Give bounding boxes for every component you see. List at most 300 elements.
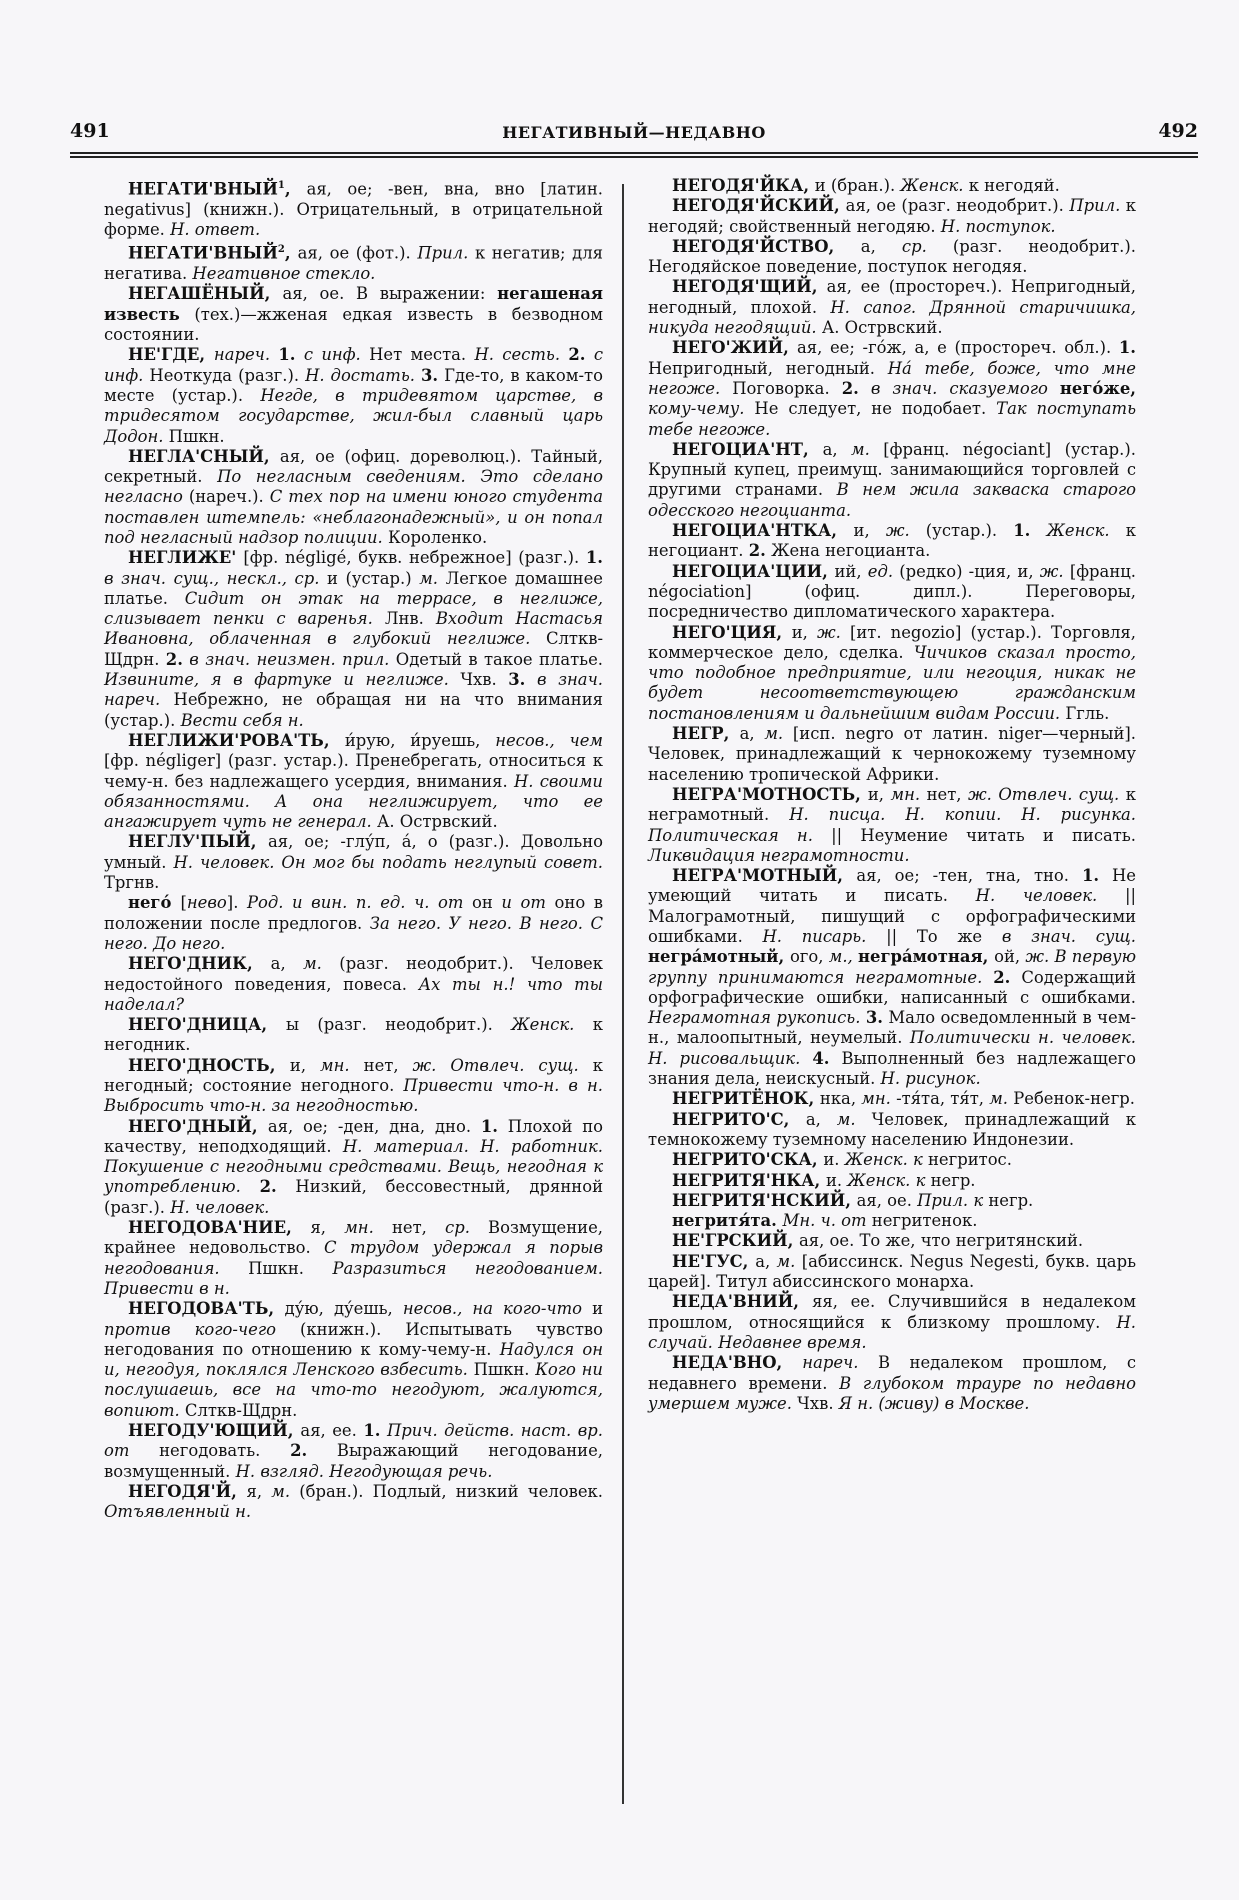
headword-text: 2. [259, 1177, 277, 1197]
headword-text: НЕГОЦИА'НТКА, [672, 521, 854, 541]
italic-text: Прил. к [917, 1190, 984, 1210]
italic-text: Ах ты н.! что ты наделал? [104, 974, 604, 1014]
dictionary-entry [648, 724, 1136, 785]
body-text: Чхв. [448, 670, 509, 690]
body-text: негр. [925, 1170, 976, 1190]
italic-text: мн. [344, 1218, 374, 1238]
dictionary-entry [648, 562, 1136, 623]
dictionary-entry [104, 731, 603, 832]
italic-text: ед. [867, 561, 894, 581]
italic-text: Негде, в тридевятом царстве, в тридесятом государстве, жил-был славный царь Додон. [104, 385, 603, 446]
italic-text: Входит Настасья Ивановна, облаченная в глубокий неглиже. [104, 609, 604, 649]
headword-text: НЕГОДОВА'ТЬ, [128, 1299, 285, 1319]
italic-text: Н. человек. Он мог бы подать неглупый совет. [173, 852, 603, 872]
body-text: ая, ое (офиц. дореволюц.). Тайный, секретный. [104, 446, 603, 487]
headword-text: НЕДА'ВНИЙ, [672, 1292, 813, 1312]
body-text: Низкий, бессовестный, дрянной (разг.). [104, 1177, 604, 1217]
body-text: ду́ю, ду́ешь, [284, 1299, 403, 1319]
body-text: к негодный; состояние негодного. [104, 1055, 603, 1095]
italic-text: нареч. [213, 345, 271, 365]
italic-text: м. [989, 1089, 1008, 1109]
italic-text: Прил. [417, 243, 469, 263]
italic-text: ср. [445, 1218, 470, 1238]
dictionary-entry [104, 954, 603, 1015]
body-text: [ит. negozio] (устар.). Торговля, коммерческое дело, сделка. [648, 622, 1136, 662]
italic-text: нареч. [802, 1353, 859, 1373]
headword-text: НЕГЛА'СНЫЙ, [128, 446, 280, 466]
italic-text: ср. [901, 236, 927, 256]
body-text: Выполненный без надлежащего знания дела, неискусный. [648, 1048, 1136, 1089]
body-text: к негоциант. [648, 521, 1136, 561]
italic-text: против кого-чего [104, 1319, 276, 1339]
body-text: к негодяй; свойственный негодяю. [648, 196, 1136, 236]
dictionary-entry [648, 196, 1136, 237]
body-text [982, 968, 993, 987]
italic-text: В глубоком трауре по недавно умершем муже. [648, 1373, 1136, 1413]
italic-text: С тех пор на имени юного студента поставлен штемпель: «неблагонадежный», и он попал под негласный надзор полиции. [104, 487, 603, 547]
italic-text: Вести себя н. [180, 710, 304, 730]
body-text: ого, [789, 947, 829, 967]
body-text: Возмущение, крайнее недовольство. [104, 1218, 604, 1258]
body-text [525, 670, 537, 689]
headword-text: НЕГО'ДНЫЙ, [128, 1116, 268, 1136]
body-text: (нареч.). [182, 487, 270, 507]
body-text: и́рую, и́руешь, [344, 730, 496, 750]
dictionary-entry [648, 1089, 1136, 1109]
italic-text: Негативное стекло. [192, 264, 376, 284]
body-text: Человек, принадлежащий к темнокожему туземному населению Индонезии. [648, 1109, 1136, 1149]
body-text: Лнв. [372, 609, 436, 629]
headword-text: НЕГРИТЯ'НКА, [672, 1170, 826, 1190]
dictionary-entry [648, 785, 1136, 866]
headword-text: 1. [363, 1421, 381, 1441]
headword-text: НЕГОДОВА'НИЕ, [128, 1218, 311, 1238]
body-text: яя, ее. Случившийся в недалеком прошлом, относящийся к близкому прошлому. [648, 1292, 1136, 1332]
italic-text: Н. случай. Недавнее время. [648, 1312, 1136, 1352]
italic-text: Н. писарь. [762, 926, 867, 946]
headword-text: НЕГОДЯ'ЙКА, [672, 176, 815, 195]
body-text: (книжн.). Испытывать чувство негодования по отношению к кому-чему-н. [104, 1319, 603, 1359]
dictionary-entry [104, 1056, 603, 1117]
body-text: Непригодный, негодный. [648, 358, 888, 378]
italic-text: м. [851, 439, 870, 459]
body-text: и, [853, 521, 886, 541]
headword-text: НЕГЛИЖЕ' [128, 548, 244, 568]
italic-text: Род. и вин. п. ед. ч. от [246, 893, 464, 913]
italic-text: нево [186, 893, 227, 913]
dictionary-entry [648, 338, 1136, 439]
italic-text: ж. В первую группу принимаются неграмотные. [648, 947, 1136, 987]
dictionary-entry [648, 1191, 1136, 1211]
body-text: нка, [819, 1089, 862, 1109]
body-text: А. Острвский. [816, 318, 943, 338]
body-text: || Неумение читать и писать. [812, 825, 1136, 845]
italic-text: и от [501, 893, 546, 913]
body-text: А. Острвский. [371, 812, 498, 832]
italic-text: На́ тебе, боже, что мне негоже. [648, 358, 1136, 398]
body-text: ой, [994, 947, 1026, 967]
italic-text: мн. [861, 1089, 891, 1109]
headword-text: 2. [568, 345, 586, 365]
italic-text: в знач. неизмен. прил. [189, 649, 390, 669]
headword-text: НЕГОЦИА'НТ, [672, 439, 823, 459]
body-text: (разг. неодобрит.). Человек недостойного поведения, повеса. [104, 954, 603, 994]
headword-text: НЕГЛУ'ПЫЙ, [128, 832, 268, 852]
body-text: В недалеком прошлом, с недавнего времени. [648, 1353, 1137, 1393]
body-text: (редко) -ция, и, [893, 561, 1040, 581]
headword-text: НЕГРИТЯ'НСКИЙ, [672, 1190, 857, 1210]
dictionary-entry [648, 1353, 1136, 1414]
italic-text: За него. У него. В него. С него. До него. [104, 913, 603, 953]
headword-text: НЕГОДЯ'ЙСТВО, [672, 236, 861, 256]
body-text: и, [289, 1055, 321, 1075]
italic-text: Так поступать тебе негоже. [648, 399, 1137, 439]
headword-text: 1. [585, 548, 603, 568]
dictionary-entry [648, 1150, 1136, 1170]
italic-text: в знач. сущ. [1001, 926, 1137, 946]
dictionary-entry [104, 1117, 603, 1218]
body-text: ая, ое; -вен, вна, вно [латин. negativus] (книжн.). Отрицательный, в отрицательной форме. [104, 179, 603, 240]
right-page-number: 492 [1158, 120, 1198, 142]
body-text: а, [739, 724, 765, 744]
body-text: Легкое домашнее платье. [104, 568, 603, 608]
body-text: ая, ое; -тен, тна, тно. [856, 866, 1082, 886]
headword-text: 3. [420, 365, 439, 385]
headword-text: 2. [290, 1441, 308, 1461]
headword-text: НЕГРИТО'С, [672, 1109, 806, 1129]
dictionary-entry [104, 832, 603, 893]
italic-text: Женск. [511, 1015, 575, 1035]
homonym-number: 1 [277, 180, 285, 191]
italic-text: несов., чем [495, 730, 604, 750]
body-text: нет, [920, 784, 968, 804]
italic-text: В нем жила закваска старого одесского негоцианта. [648, 480, 1136, 520]
body-text: и. [825, 1170, 848, 1190]
body-text: Жена негоцианта. [765, 541, 931, 561]
italic-text: ж. [885, 521, 910, 541]
body-text: нет, [349, 1055, 413, 1075]
body-text: ая, ое; -глу́п, а́, о (разг.). Довольно умный. [104, 832, 603, 872]
italic-text: м. [776, 1251, 796, 1271]
homonym-number: 2 [277, 244, 285, 256]
headword-text: негритя́та. [672, 1211, 783, 1231]
body-text [859, 379, 871, 398]
italic-text: По негласным сведениям. Это сделано негласно [104, 467, 603, 507]
headword-text: НЕГЛИЖИ'РОВА'ТЬ, [128, 730, 345, 750]
headword-text: НЕГО'ЖИЙ, [672, 338, 797, 358]
italic-text: ж. [1039, 561, 1064, 581]
italic-text: Надулся он и, негодуя, поклялся Ленского взбесить. [104, 1339, 603, 1380]
italic-text: Н. сесть. [474, 345, 561, 365]
italic-text: мн. [890, 784, 921, 804]
body-text: я, [246, 1481, 272, 1501]
headword-text: НЕГО'ДНИК, [128, 954, 271, 974]
body-text: а, [755, 1251, 777, 1271]
body-text: ая, ое; -ден, дна, дно. [267, 1116, 481, 1136]
italic-text: Н. поступок. [940, 216, 1056, 236]
body-text: Слткв-Щдрн. [179, 1400, 298, 1420]
body-text: ая, ее; -го́ж, а, е (простореч. обл.). [796, 338, 1119, 358]
body-text: Ребенок-негр. [1008, 1089, 1135, 1109]
dictionary-entry [104, 176, 603, 240]
headword-text: НЕ'ГУС, [672, 1251, 756, 1271]
italic-text: м., [828, 947, 853, 967]
italic-text: в знач. сущ., нескл., ср. [104, 568, 320, 588]
dictionary-entry [648, 1171, 1136, 1191]
body-text: и, [791, 622, 817, 642]
body-text: ая, ое (фот.). [297, 243, 418, 263]
body-text: Пшкн. [467, 1360, 536, 1380]
italic-text: Женск. к [844, 1150, 923, 1170]
body-text: к негодник. [104, 1015, 603, 1055]
body-text: Поговорка. [720, 378, 842, 398]
italic-text: ж. [816, 622, 841, 642]
left-page-number: 491 [70, 120, 110, 142]
body-text [1030, 521, 1046, 540]
body-text: -тя́та, тя́т, [890, 1089, 990, 1109]
italic-text: кому-чему. [648, 399, 745, 419]
italic-text: Неграмотная рукопись. [648, 1008, 861, 1028]
italic-text: Н. сапог. Дрянной старичишка, никуда негодящий. [648, 297, 1136, 338]
headword-text: НЕГРИТО'СКА, [672, 1150, 824, 1170]
headword-text: НЕГО'ДНОСТЬ, [128, 1055, 290, 1075]
italic-text: несов., на кого-что [402, 1299, 582, 1319]
body-text: [абиссинск. Negus Negesti, букв. царь царей]. Титул абиссинского монарха. [648, 1251, 1136, 1292]
italic-text: м. [303, 954, 322, 974]
body-text: а, [270, 954, 304, 974]
left-column [104, 176, 603, 1523]
body-text: ]. [226, 893, 247, 913]
headword-text: 2. [748, 541, 766, 561]
body-text: (тех.)—жженая едкая известь в безводном состоянии. [104, 304, 603, 345]
italic-text: с инф. [303, 345, 361, 365]
italic-text: Н. взгляд. Негодующая речь. [235, 1461, 493, 1481]
headword-text: НЕГОДЯ'ЙСКИЙ, [672, 196, 846, 216]
dictionary-entry [104, 1482, 603, 1523]
body-text: (разг. неодобрит.). Негодяйское поведение, поступок негодяя. [648, 236, 1136, 277]
dictionary-entry [104, 1015, 603, 1056]
dictionary-entry [104, 893, 603, 954]
italic-text: в знач. нареч. [104, 670, 603, 710]
body-text: Чхв. [791, 1393, 839, 1413]
header-double-rule [70, 152, 1198, 158]
italic-text: Н. человек. [975, 886, 1098, 906]
headword-text: , [284, 179, 307, 199]
italic-text: ж. Отвлеч. сущ. [968, 784, 1120, 804]
headword-text: НЕГО'ДНИЦА, [128, 1015, 286, 1035]
headword-text: НЕГОДЯ'ЩИЙ, [672, 277, 827, 297]
italic-text: Разразиться негодованием. Привести в н. [104, 1258, 603, 1298]
body-text: негритенок. [866, 1211, 978, 1231]
body-text: и (бран.). [814, 176, 901, 195]
headword-text: НЕГАТИ'ВНЫЙ [128, 243, 278, 263]
dictionary-entry [648, 440, 1136, 521]
headword-text: НЕ'ГДЕ, [128, 345, 214, 365]
italic-text: Извините, я в фартуке и неглиже. [104, 670, 449, 690]
headword-text: НЕГРА'МОТНОСТЬ, [672, 784, 868, 804]
dictionary-entry [648, 277, 1136, 338]
italic-text: Сидит он этак на террасе, в неглиже, слизывает пенки с варенья. [104, 588, 603, 629]
body-text: я, [310, 1218, 345, 1238]
body-text: [исп. negro от латин. niger—черный]. Человек, принадлежащий к чернокожему туземному населению тропической Африки. [648, 724, 1136, 784]
headword-text: НЕГО'ЦИЯ, [672, 622, 792, 642]
body-text: ы (разг. неодобрит.). [285, 1015, 512, 1035]
body-text: Выражающий негодование, возмущенный. [104, 1441, 603, 1481]
italic-text: Мн. ч. от [782, 1211, 867, 1231]
headword-text: НЕГРА'МОТНЫЙ, [672, 866, 857, 886]
body-text: Нет места. [360, 345, 475, 365]
body-text: а, [805, 1109, 837, 1129]
body-text: и [582, 1299, 603, 1319]
body-text: ая, ое (разг. неодобрит.). [845, 196, 1070, 216]
italic-text: Женск. [900, 176, 964, 195]
headword-text: 1. [1013, 521, 1031, 541]
dictionary-entry [104, 1218, 603, 1299]
body-text: Содержащий орфографические ошибки, написанный с ошибками. [648, 967, 1136, 1007]
body-text: || То же [866, 926, 1002, 946]
dictionary-entry [104, 345, 603, 446]
dictionary-entry [104, 284, 603, 345]
body-text [296, 345, 304, 364]
italic-text: м. [836, 1109, 856, 1129]
body-text: негодовать. [129, 1441, 291, 1461]
body-text: Пшкн. [163, 426, 225, 446]
headword-text: НЕДА'ВНО, [672, 1353, 803, 1373]
dictionary-entry [648, 1252, 1136, 1293]
body-text: к негодяй. [963, 176, 1060, 195]
headword-text: НЕ'ГРСКИЙ, [672, 1231, 799, 1251]
italic-text: Женск. [1046, 521, 1110, 541]
headword-text: НЕГР, [672, 724, 740, 744]
body-text: нет, [373, 1218, 446, 1238]
body-text: || Малограмотный, пишущий с орфографическими ошибками. [648, 886, 1136, 946]
dictionary-entry [648, 1231, 1136, 1251]
body-text: Одетый в такое платье. [389, 649, 604, 669]
headword-text: 4. [812, 1048, 830, 1068]
body-text: и. [823, 1150, 845, 1170]
dictionary-entry [648, 623, 1136, 724]
italic-text: С трудом удержал я порыв негодования. [104, 1238, 603, 1278]
body-text: Плохой по качеству, неподходящий. [104, 1116, 603, 1156]
italic-text: в знач. сказуемого [870, 378, 1048, 398]
body-text: он [463, 893, 502, 913]
body-text: Тргнв. [104, 873, 160, 893]
headword-text: 2. [165, 649, 183, 669]
body-text [585, 345, 593, 364]
body-text: [ [180, 893, 187, 913]
dictionary-entry [104, 1299, 603, 1421]
headword-text: НЕГРИТЁНОК, [672, 1089, 820, 1109]
dictionary-entry [648, 176, 1136, 196]
headword-text: него́ [128, 893, 181, 913]
column-divider [622, 184, 624, 1804]
headword-text: НЕГОДЯ'Й, [128, 1481, 247, 1501]
headword-text: него́же, [1059, 378, 1136, 398]
body-text: (устар.). [909, 521, 1014, 541]
dictionary-entry [648, 237, 1136, 278]
running-head: НЕГАТИВНЫЙ—НЕДАВНО [502, 123, 766, 142]
headword-text: НЕГОЦИА'ЦИИ, [672, 561, 835, 581]
dictionary-entry [648, 866, 1136, 1089]
italic-text: Прил. [1069, 196, 1121, 216]
page-header [70, 120, 1198, 148]
body-text: [франц. négociant] (устар.). Крупный купец, преимущ. занимающийся торговлей с другими странами. [648, 439, 1136, 500]
body-text: ая, ое. То же, что негритянский. [798, 1231, 1084, 1251]
headword-text: НЕГАТИ'ВНЫЙ [128, 179, 278, 199]
body-text: Слткв-Щдрн. [104, 629, 603, 669]
body-text: Короленко. [382, 527, 488, 547]
body-text [241, 1177, 260, 1196]
body-text: ая, ое. В выражении: [282, 284, 498, 304]
italic-text: Кого ни послушаешь, все на что-то негодуют, жалуются, вопиют. [104, 1360, 603, 1420]
body-text: и (устар.) [319, 568, 420, 588]
headword-text: негра́мотный, [648, 947, 790, 967]
body-text: к негатив; для негатива. [104, 243, 603, 284]
italic-text: с инф. [104, 345, 603, 385]
italic-text: Н. писца. Н. копии. Н. рисунка. Политическая н. [648, 805, 1136, 845]
headword-text: , [284, 243, 298, 263]
italic-text: м. [271, 1481, 291, 1501]
dictionary-entry [104, 548, 603, 731]
body-text: ая, ее (простореч.). Непригодный, негодный, плохой. [648, 277, 1136, 317]
italic-text: Н. человек. [170, 1197, 270, 1217]
headword-text: негра́мотная, [858, 947, 995, 967]
italic-text: Отъявленный н. [104, 1502, 252, 1522]
right-column [648, 176, 1136, 1414]
body-text: Пшкн. [219, 1258, 333, 1278]
body-text [800, 1049, 812, 1068]
headword-text: 1. [278, 345, 296, 365]
headword-text: негашеная известь [104, 284, 603, 324]
body-text: Мало осведомленный в чем-н., малоопытный, неумелый. [648, 1008, 1136, 1048]
italic-text: Чичиков сказал просто, что подобное предприятие, или негоция, никак не будет несоответствующею гражданским постановлениям и дальнейшим видам России. [648, 642, 1137, 723]
body-text: ая, ее. [300, 1421, 364, 1441]
italic-text: Н. своими обязанностями. А она неглижирует, что ее ангажирует чуть не генерал. [104, 771, 603, 832]
italic-text: м. [419, 568, 439, 588]
italic-text: Прич. действ. наст. вр. от [104, 1421, 603, 1461]
body-text: а, [822, 439, 852, 459]
dictionary-entry [648, 521, 1136, 562]
body-text: Неоткуда (разг.). [143, 365, 306, 385]
body-text: к неграмотный. [648, 784, 1136, 825]
body-text: Небрежно, не обращая ни на что внимания (устар.). [104, 690, 603, 730]
body-text: Не следует, не подобает. [744, 399, 997, 419]
headword-text: 1. [1081, 866, 1100, 886]
body-text: ая, ое. [856, 1190, 918, 1210]
body-text: [фр. négligé, букв. небрежное] (разг.). [243, 548, 586, 568]
dictionary-entry [648, 1211, 1136, 1231]
headword-text: 1. [1118, 338, 1136, 358]
italic-text: Ликвидация неграмотности. [648, 845, 910, 865]
headword-text: 1. [480, 1116, 498, 1136]
italic-text: ж. Отвлеч. сущ. [412, 1055, 579, 1075]
body-text: (бран.). Подлый, низкий человек. [290, 1481, 603, 1501]
body-text: [фр. négliger] (разг. устар.). Пренебрегать, относиться к чему-н. без надлежащего усердия, внимания. [104, 751, 603, 791]
dictionary-entry [648, 1292, 1136, 1353]
dictionary-entry [104, 447, 603, 548]
italic-text: Политически н. человек. Н. рисовальщик. [648, 1028, 1136, 1068]
headword-text: 3. [508, 670, 526, 690]
body-text: а, [860, 236, 902, 256]
body-text: Ггль. [1060, 703, 1110, 723]
body-text: ий, [834, 561, 868, 581]
italic-text: Я н. (живу) в Москве. [838, 1393, 1030, 1413]
italic-text: Н. материал. Н. работник. Покушение с негодными средствами. Вещь, негодная к употреблению. [104, 1136, 603, 1197]
body-text: оно в положении после предлогов. [104, 893, 604, 933]
body-text: и, [867, 784, 891, 804]
body-text: Где-то, в каком-то месте (устар.). [104, 365, 603, 405]
italic-text: м. [764, 724, 784, 744]
